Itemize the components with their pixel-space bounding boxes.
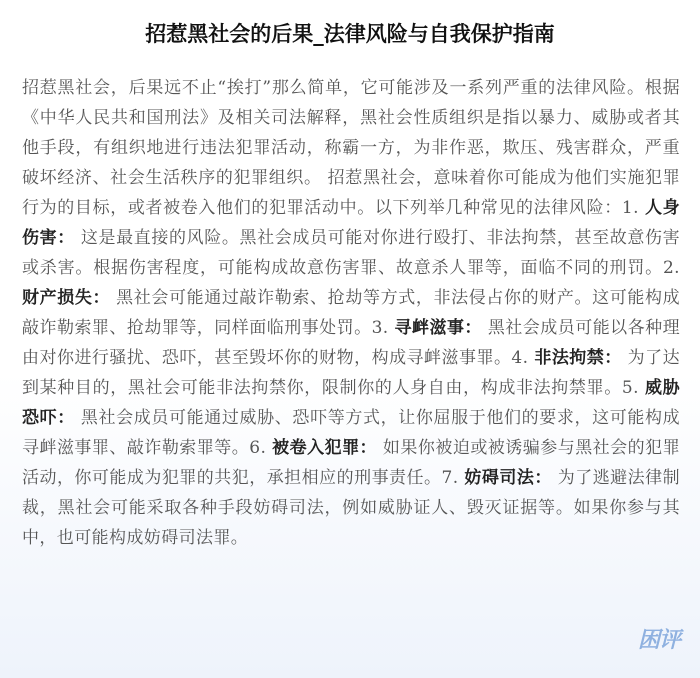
risk-number: 3. [371,318,389,338]
risk-text: 这是最直接的风险。黑社会成员可能对你进行殴打、非法拘禁，甚至故意伤害或杀害。根据伤害程度，可能构成故意伤害罪、故意杀人罪等，面临不同的刑罚。 [22,228,680,278]
risk-text: 黑社会成员可能通过威胁、恐吓等方式，让你屈服于他们的要求，这可能构成寻衅滋事罪、敲诈勒索罪等。 [22,408,680,458]
risk-number: 4. [511,348,529,368]
risk-term: 妨碍司法： [464,468,552,488]
risk-text: 为了达到某种目的，黑社会可能非法拘禁你，限制你的人身自由，构成非法拘禁罪。 [22,348,680,398]
article-body [22,73,680,553]
risk-text: 如果你被迫或被诱骗参与黑社会的犯罪活动，你可能成为犯罪的共犯，承担相应的刑事责任。 [22,438,680,488]
intro-text: 招惹黑社会，后果远不止“挨打”那么简单，它可能涉及一系列严重的法律风险。根据《中华人民共和国刑法》及相关司法解释，黑社会性质组织是指以暴力、威胁或者其他手段，有组织地进行违法犯罪活动，称霸一方，为非作恶，欺压、残害群众，严重破坏经济、社会生活秩序的犯罪组织。 招惹黑社会，意味着你可能成为他们实施犯罪行为的目标，或者被卷入他们的犯罪活动中。以下列举几种常见的法律风险： [22,78,680,218]
risk-number: 7. [441,468,459,488]
risk-term: 财产损失： [22,288,111,308]
risk-text: 为了逃避法律制裁，黑社会可能采取各种手段妨碍司法，例如威胁证人、毁灭证据等。如果你参与其中，也可能构成妨碍司法罪。 [22,468,680,548]
risk-number: 2. [662,258,680,278]
risk-term: 被卷入犯罪： [272,438,378,458]
watermark-logo: 困评 [637,628,680,653]
risk-number: 1. [621,198,639,218]
risk-text: 黑社会成员可能以各种理由对你进行骚扰、恐吓，甚至毁坏你的财物，构成寻衅滋事罪。 [22,318,681,368]
risk-number: 6. [249,438,267,458]
risk-text: 黑社会可能通过敲诈勒索、抢劫等方式，非法侵占你的财产。这可能构成敲诈勒索罪、抢劫罪等，同样面临刑事处罚。 [22,288,680,338]
page-title: 招惹黑社会的后果_法律风险与自我保护指南 [145,22,555,46]
risk-term: 非法拘禁： [534,348,622,368]
risk-term: 寻衅滋事： [394,318,482,338]
risk-term: 人身伤害： [22,198,680,248]
risk-term: 威胁恐吓： [22,378,680,428]
risk-number: 5. [621,378,639,398]
